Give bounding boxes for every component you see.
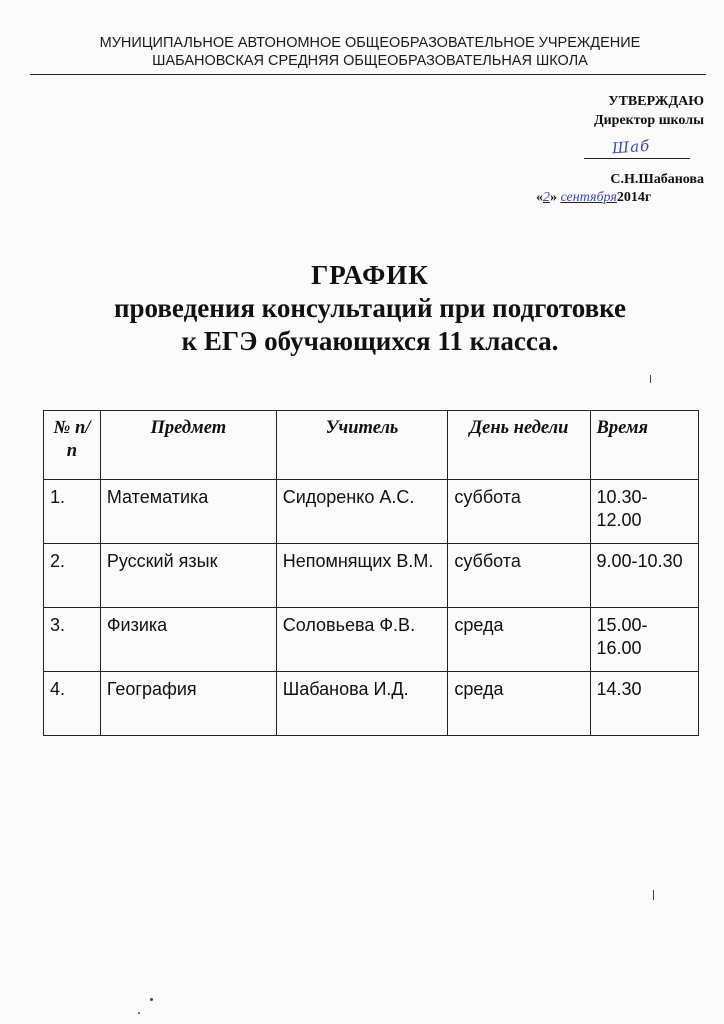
cell-subject: Русский язык (100, 544, 276, 608)
header-day: День недели (448, 411, 590, 480)
date-year: 2014г (616, 190, 652, 205)
director-position: Директор школы (593, 113, 704, 128)
cell-subject: Физика (100, 608, 276, 672)
header-teacher: Учитель (276, 411, 448, 480)
table-row (44, 608, 699, 672)
signature-line (584, 158, 690, 159)
cell-time: 14.30 (590, 672, 698, 736)
date-month: сентября (560, 190, 617, 205)
cell-day: суббота (448, 480, 590, 544)
date-close-quote: » (550, 190, 557, 205)
cell-time: 10.30-12.00 (590, 480, 698, 544)
scan-speck (138, 1012, 140, 1014)
cell-time: 15.00-16.00 (590, 608, 698, 672)
scan-speck (650, 375, 651, 383)
table-row (44, 544, 699, 608)
title-line-2: к ЕГЭ обучающихся 11 класса. (181, 326, 559, 356)
header-time: Время (590, 411, 698, 480)
approval-date (536, 190, 706, 206)
cell-teacher: Непомнящих В.М. (276, 544, 448, 608)
scan-speck (653, 890, 654, 900)
org-name-line-1: МУНИЦИПАЛЬНОЕ АВТОНОМНОЕ ОБЩЕОБРАЗОВАТЕЛЬНОЕ УЧРЕЖДЕНИЕ (99, 35, 641, 51)
date-day: 2 (543, 190, 550, 205)
consultation-schedule-table (43, 410, 699, 736)
cell-teacher: Сидоренко А.С. (276, 480, 448, 544)
cell-time: 9.00-10.30 (590, 544, 698, 608)
organization-header (30, 34, 710, 70)
cell-day: суббота (448, 544, 590, 608)
cell-num: 2. (44, 544, 101, 608)
cell-day: среда (448, 672, 590, 736)
cell-subject: Математика (100, 480, 276, 544)
header-divider (30, 74, 706, 75)
title-main: ГРАФИК (311, 260, 429, 290)
cell-teacher: Соловьева Ф.В. (276, 608, 448, 672)
title-line-1: проведения консультаций при подготовке (113, 293, 627, 323)
org-name-line-2: ШАБАНОВСКАЯ СРЕДНЯЯ ОБЩЕОБРАЗОВАТЕЛЬНАЯ ШКОЛА (152, 53, 588, 69)
document-title (20, 258, 720, 358)
cell-num: 3. (44, 608, 101, 672)
table-row (44, 672, 699, 736)
cell-subject: География (100, 672, 276, 736)
header-num: № п/п (44, 411, 101, 480)
cell-day: среда (448, 608, 590, 672)
cell-num: 4. (44, 672, 101, 736)
director-name: С.Н.Шабанова (610, 172, 704, 187)
approve-label: УТВЕРЖДАЮ (608, 94, 704, 109)
header-subject: Предмет (100, 411, 276, 480)
date-open-quote: « (536, 190, 543, 205)
scan-speck (150, 998, 153, 1001)
cell-num: 1. (44, 480, 101, 544)
table-row (44, 480, 699, 544)
director-signature: Шаб (611, 136, 651, 158)
table-header-row (44, 411, 699, 480)
cell-teacher: Шабанова И.Д. (276, 672, 448, 736)
approval-block (504, 92, 704, 130)
